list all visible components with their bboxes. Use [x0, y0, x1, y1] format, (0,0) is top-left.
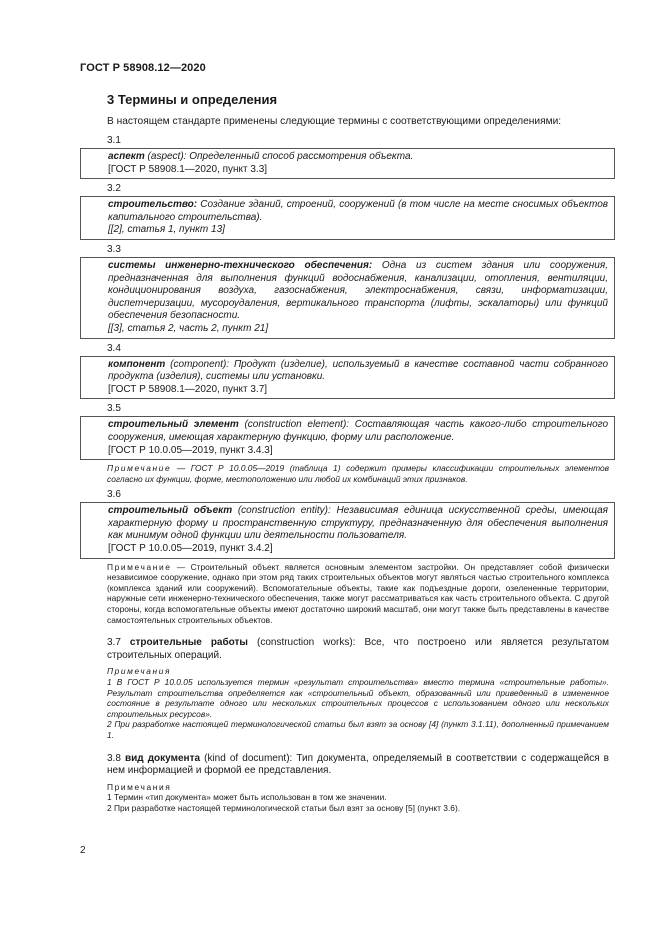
notes-label: Примечания — [107, 781, 172, 792]
term-source: [ГОСТ Р 58908.1—2020, пункт 3.3] — [108, 163, 268, 175]
term-name: строительство: — [108, 199, 198, 211]
term-english: (aspect): — [147, 151, 187, 162]
notes-3-8 — [80, 782, 615, 814]
section-intro: В настоящем стандарте применены следующие термины с соответствующими определениями: — [107, 116, 562, 127]
note-item: 1 Термин «тип документа» может быть использован в том же значении. — [107, 792, 387, 803]
term-name: аспект — [108, 151, 145, 162]
term-source: [[2], статья 1, пункт 13] — [108, 224, 225, 236]
term-name: строительный объект — [108, 505, 233, 517]
term-definition: (construction works): Все, что построено или является результатом строительных операций. — [107, 637, 609, 661]
term-english: (construction element): — [244, 419, 350, 431]
term-source: [ГОСТ Р 10.0.05—2019, пункт 3.4.3] — [108, 444, 273, 456]
note-label: Примечание — [107, 463, 172, 474]
term-3-8 — [80, 753, 615, 778]
term-number: 3.8 — [107, 752, 121, 764]
notes-label: Примечания — [107, 666, 172, 677]
term-definition: Продукт (изделие), используемый в качестве составной части собранного продукта (изделия), системы или установки. — [108, 358, 609, 383]
term-box-3-5 — [80, 416, 615, 460]
term-name: строительные работы — [129, 637, 248, 649]
note-3-6 — [80, 562, 615, 626]
term-definition: Составляющая часть какого-либо строительного сооружения, имеющая характерную функцию, форму или расположение. — [108, 419, 609, 443]
term-name: системы инженерно-технического обеспечения: — [108, 259, 373, 271]
term-number: 3.7 — [107, 637, 121, 649]
term-name: компонент — [108, 358, 166, 370]
term-english: (construction entity): — [237, 505, 331, 517]
term-definition: Определенный способ рассмотрения объекта. — [189, 151, 414, 162]
term-box-3-3 — [80, 257, 615, 339]
term-number: 3.1 — [107, 135, 121, 146]
term-definition: Независимая единица искусственной среды, имеющая характерную форму и пространственную структуру, предназначенную для обеспечения выполнения как минимум одной функции или деятельности пользователя. — [108, 505, 609, 542]
term-box-3-2 — [80, 196, 615, 240]
term-english: (component): — [170, 358, 230, 370]
page-number: 2 — [80, 845, 86, 856]
term-name: вид документа — [124, 752, 201, 764]
note-item: 2 При разработке настоящей терминологической статьи был взят за основу [5] (пункт 3.6). — [107, 802, 461, 813]
note-text: — ГОСТ Р 10.0.05—2019 (таблица 1) содержит примеры классификации строительных элементов согласно их функции, форме, местоположению или любой их комбинаций этих признаков. — [107, 463, 609, 484]
term-number: 3.3 — [107, 243, 121, 255]
terms-content — [80, 128, 615, 818]
term-name: строительный элемент — [108, 419, 239, 431]
term-box-3-6 — [80, 502, 615, 558]
note-item: 1 В ГОСТ Р 10.0.05 используется термин «результат строительства» вместо термина «строительные работы». Результат строительства определяется как «строительный объект, образованный или приведенный в измененное состояние в результате одного или нескольких строительных процессов с использованием одного или нескольких строительных ресурсов». — [107, 677, 609, 719]
note-label: Примечание — [107, 561, 172, 572]
notes-3-7 — [80, 666, 615, 740]
note-text: — Строительный объект является основным элементом застройки. Он представляет собой физически независимое сооружение, однако при этом ряд таких строительных объектов могут являться частью строительного комплекса (комплекса зданий или сооружений). Вспомогательные объекты, такие как подъездные дороги, озелененные территории, наружные сети инженерно-технического обеспечения, также могут рассматриваться как часть строительного объекта. С другой стороны, когда вспомогательные объекты имеют достаточно широкий масштаб, они могут также быть представлены в качестве самостоятельных строительных объектов. — [107, 561, 610, 625]
term-source: [ГОСТ Р 58908.1—2020, пункт 3.7] — [108, 383, 268, 395]
term-definition: (kind of document): Тип документа, определяемый в соответствии с содержащейся в нем информацией и формой ее представления. — [107, 752, 609, 777]
term-definition: Одна из систем здания или сооружения, предназначенная для выполнения функций водоснабжения, канализации, отопления, вентиляции, кондиционирования воздуха, газоснабжения, электроснабжения, связи, информатизации, диспетчеризации, мусороудаления, вертикального транспорта (лифты, эскалаторы) или функций обеспечения безопасности. — [108, 259, 608, 322]
term-box-3-1 — [80, 148, 615, 179]
term-number: 3.5 — [107, 403, 121, 415]
note-item: 2 При разработке настоящей терминологической статьи был взят за основу [4] (пункт 3.1.11), дополненный примечанием 1. — [107, 719, 609, 740]
term-number: 3.6 — [107, 489, 121, 501]
term-number: 3.2 — [107, 183, 121, 195]
term-3-7 — [80, 637, 615, 662]
term-source: [[3], статья 2, часть 2, пункт 21] — [108, 322, 269, 334]
section-title: 3 Термины и определения — [107, 92, 278, 107]
term-box-3-4 — [80, 356, 615, 400]
document-header: ГОСТ Р 58908.12—2020 — [80, 62, 206, 74]
term-source: [ГОСТ Р 10.0.05—2019, пункт 3.4.2] — [108, 543, 273, 555]
term-definition: Создание зданий, строений, сооружений (в том числе на месте сносимых объектов капитального строительства). — [108, 199, 608, 223]
term-number: 3.4 — [107, 342, 121, 354]
note-3-5 — [80, 463, 615, 484]
